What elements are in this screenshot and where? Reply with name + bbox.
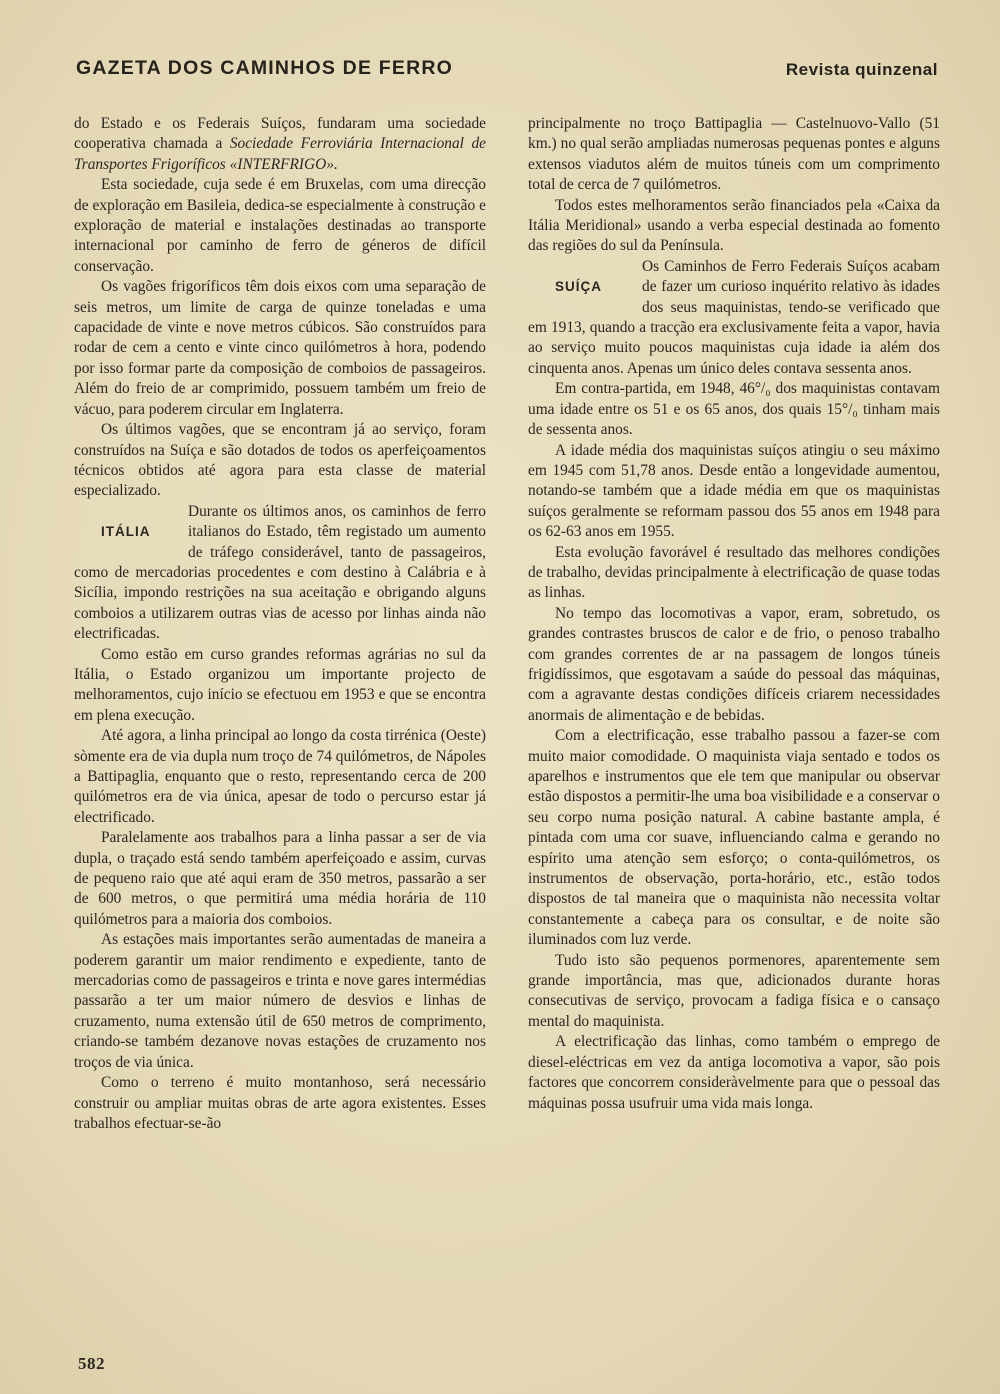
paragraph: principalmente no troço Battipaglia — Castelnuovo-Vallo (51 km.) no qual serão ampliadas numerosas pequenas pontes e alguns extensos viadutos além de muitos túneis com um comprimento total de cerca de 7 quilómetros. xyxy=(528,115,940,194)
page-header xyxy=(76,50,938,80)
paragraph: Como o terreno é muito montanhoso, será necessário construir ou ampliar muitas obras de arte agora existentes. Esses trabalhos efectuar-se-ão xyxy=(74,1074,486,1132)
paragraph: Todos estes melhoramentos serão financiados pela «Caixa da Itália Meridional» usando a verba especial destinada ao fomento das regiões do sul da Península. xyxy=(528,196,940,255)
paragraph: Com a electrificação, esse trabalho passou a fazer-se com muito maior comodidade. O maquinista viaja sentado e todos os aparelhos e instrumentos que ele tem que manipular ou observar estão dispostos a permitir-lhe uma boa visibilidade e a conservar o seu corpo numa posição natural. A cabine bastante ampla, é pintada com uma cor suave, influenciando calma e gerando no espírito uma atenção sem esforço; o conta-quilómetros, os instrumentos de observação, porta-horário, etc., estão todos dispostos de tal maneira que o maquinista não necessita voltar constantemente a cabeça para os consultar, e de noite são iluminados com luz verde. xyxy=(528,727,940,949)
paragraph: No tempo das locomotivas a vapor, eram, sobretudo, os grandes contrastes bruscos de calor e de frio, o penoso trabalho com grandes correntes de ar na passagem de longos túneis frigidíssimos, que esgotavam a saúde do pessoal das máquinas, com a agravante destas condições difíceis criarem necessidades anormais de alimentação e de bebidas. xyxy=(528,604,940,724)
paragraph: Como estão em curso grandes reformas agrárias no sul da Itália, o Estado organizou um importante projecto de melhoramentos, cujo início se efectuou em 1953 e que se encontra em plena execução. xyxy=(74,645,486,724)
journal-title: GAZETA DOS CAMINHOS DE FERRO xyxy=(76,57,454,79)
section-label-italia: ITÁLIA xyxy=(101,523,151,539)
journal-subtitle: Revista quinzenal xyxy=(785,60,938,79)
paragraph: Tudo isto são pequenos pormenores, aparentemente sem grande importância, mas que, adicionados durante horas consecutivas de serviço, provocam a fadiga física e o cansaço mental do maquinista. xyxy=(528,951,940,1030)
paragraph: Até agora, a linha principal ao longo da costa tirrénica (Oeste) sòmente era de via dupla num troço de 74 quilómetros, de Nápoles a Battipaglia, enquanto que o resto, representando cerca de 200 quilómetros era de via única, apesar de todo o percurso estar já electrificado. xyxy=(74,727,486,826)
paragraph: Os vagões frigoríficos têm dois eixos com uma separação de seis metros, um limite de carga de quinze toneladas e uma capacidade de vinte e nove metros cúbicos. São construídos para rodar de cem a cento e vinte cinco quilómetros à hora, podendo por isso formar parte da composição de comboios de passageiros. Além do freio de ar comprimido, possuem também um freio de vácuo, para poderem circular em Inglaterra. xyxy=(74,278,486,418)
paragraph: Paralelamente aos trabalhos para a linha passar a ser de via dupla, o traçado está sendo também aperfeiçoado e assim, curvas de pequeno raio que até aqui eram de 350 metros, passarão a ser de 600 metros, o que permitirá uma média horária de 110 quilómetros para a maioria dos comboios. xyxy=(74,829,486,928)
paragraph: Esta evolução favorável é resultado das melhores condições de trabalho, devidas principalmente à electrificação de quase todas as linhas. xyxy=(528,543,940,602)
section-label-suica: SUÍÇA xyxy=(555,278,603,294)
right-column xyxy=(528,114,940,1324)
left-column xyxy=(74,114,486,1324)
paragraph: Esta sociedade, cuja sede é em Bruxelas, com uma direcção de exploração em Basileia, dedica-se especialmente à construção e exploração de material e instalações destinadas ao transporte internacional por caminho de ferro de géneros de difícil conservação. xyxy=(74,176,486,275)
text-columns xyxy=(74,114,940,1324)
paragraph: A electrificação das linhas, como também o emprego de diesel-eléctricas em vez da antiga locomotiva a vapor, são pois factores que concorrem consideràvelmente para que o pessoal das máquinas possa usufruir uma vida mais longa. xyxy=(528,1033,940,1112)
paragraph: Durante os últimos anos, os caminhos de ferro italianos do Estado, têm registado um aumento de tráfego considerável, tanto de passageiros, como de mercadorias procedentes e com destino à Calábria e à Sicília, impondo restrições na sua aceitação e obrigando alguns comboios a utilizarem outras vias de acesso por linhas ainda não electrificadas. xyxy=(74,502,486,643)
paragraph: Em contra-partida, em 1948, 46°/₀ dos maquinistas contavam uma idade entre os 51 e os 65 anos, dos quais 15°/₀ tinham mais de sessenta anos. xyxy=(528,380,940,439)
paragraph: As estações mais importantes serão aumentadas de maneira a poderem garantir um maior rendimento e expediente, tanto de mercadorias como de passageiros e trinta e nove gares intermédias passarão a ter um maior número de desvios e linhas de cruzamento, numa extensão útil de 650 metros de comprimento, criando-se também dezanove novas estações de cruzamento nos troços de via única. xyxy=(74,931,486,1071)
paragraph xyxy=(74,114,486,175)
page-number: 582 xyxy=(78,1354,105,1373)
paragraph: Os Caminhos de Ferro Federais Suíços acabam de fazer um curioso inquérito relativo às idades dos seus maquinistas, tendo-se verificado que em 1913, quando a tracção era exclusivamente feita a vapor, havia ao serviço muito poucos maquinistas cuja idade ia além dos cinquenta anos. Apenas um único deles contava sessenta anos. xyxy=(528,257,940,377)
paragraph-text: do Estado e os Federais Suíços, fundaram uma sociedade cooperativa chamada a xyxy=(74,115,486,153)
paragraph: Os últimos vagões, que se encontram já ao serviço, foram construídos na Suíça e são dotados de todos os aperfeiçoamentos técnicos obtidos até agora para esta classe de material especializado. xyxy=(74,421,486,500)
society-name-italic: Sociedade Ferroviária Internacional de Transportes Frigoríficos «INTERFRIGO». xyxy=(74,135,486,173)
paragraph: A idade média dos maquinistas suíços atingiu o seu máximo em 1945 com 51,78 anos. Desde então a longevidade aumentou, notando-se também que a idade média em que os maquinistas suíços geralmente se reformam passou dos 55 anos em 1948 para os 62-63 anos em 1955. xyxy=(528,441,940,541)
